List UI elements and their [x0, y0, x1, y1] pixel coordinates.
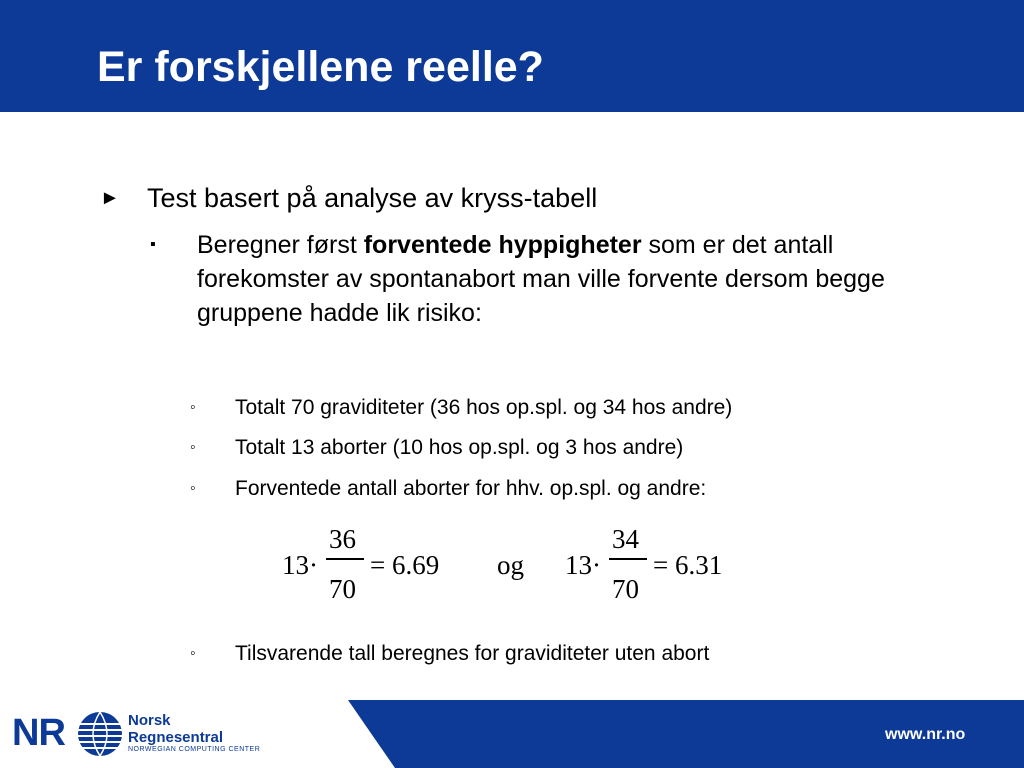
left-denominator: 70 [329, 574, 356, 604]
circle-bullet-icon: ◦ [190, 480, 196, 497]
right-factor: 13· [565, 550, 601, 580]
bullet-level2-text [197, 228, 957, 330]
left-numerator: 36 [329, 524, 356, 554]
right-result: = 6.31 [653, 550, 723, 580]
left-fraction-bar [326, 558, 364, 560]
slide-title: Er forskjellene reelle? [97, 43, 544, 91]
logo-name [128, 712, 223, 746]
bullet-level3-text: Totalt 13 aborter (10 hos op.spl. og 3 hos andre) [235, 436, 684, 459]
circle-bullet-icon: ◦ [190, 439, 196, 456]
logo-name-line2: Regnesentral [128, 729, 224, 746]
bullet-level3-text: Forventede antall aborter for hhv. op.spl. og andre: [235, 477, 707, 500]
nr-logo [10, 706, 260, 762]
circle-bullet-icon: ◦ [190, 645, 196, 662]
triangle-bullet-icon: ► [100, 187, 120, 209]
left-result: = 6.69 [370, 550, 440, 580]
logo-name-line1: Norsk [128, 712, 171, 729]
right-numerator: 34 [612, 524, 639, 554]
logo-mark: NR [12, 712, 65, 754]
circle-bullet-icon: ◦ [190, 399, 196, 416]
bullet-level3-text: Totalt 70 graviditeter (36 hos op.spl. og 34 hos andre) [235, 396, 733, 419]
bullet-level2-text-after: som er det antall forekomster av spontanabort man ville forvente dersom begge gruppene hadde lik risiko: [197, 231, 885, 327]
expected-frequency-formula [0, 522, 1024, 612]
bullet-level2-bold-term: forventede hyppigheter [363, 231, 642, 259]
right-fraction-bar [609, 558, 647, 560]
right-denominator: 70 [612, 574, 639, 604]
globe-icon [76, 710, 124, 758]
bullet-level3-text: Tilsvarende tall beregnes for graviditeter uten abort [235, 642, 710, 665]
formula-connector: og [497, 550, 524, 580]
website-url: www.nr.no [885, 726, 966, 743]
logo-tagline: NORWEGIAN COMPUTING CENTER [128, 746, 261, 753]
bullet-level1-text: Test basert på analyse av kryss-tabell [147, 183, 598, 213]
left-factor: 13· [282, 550, 318, 580]
bullet-level2-text-before: Beregner først [197, 231, 364, 259]
square-bullet-icon: ▪ [150, 236, 156, 253]
